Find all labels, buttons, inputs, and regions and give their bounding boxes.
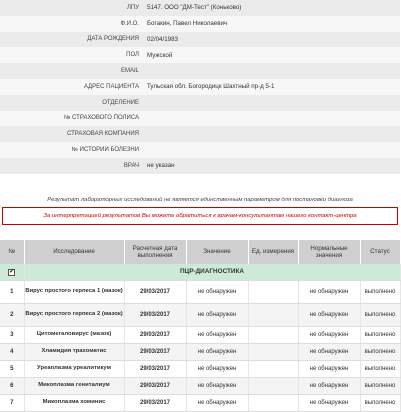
info-row-history [0, 142, 400, 158]
table-row [0, 326, 400, 343]
info-value: Богакин, Павел Николаевич [147, 20, 228, 28]
section-checkbox[interactable]: ✔ [9, 268, 15, 275]
row-num: 3 [0, 326, 24, 343]
col-header-value: Значение [186, 240, 248, 264]
row-study: Цитомегаловирус (мазок) [24, 326, 124, 343]
row-value: не обнаружен [186, 303, 248, 326]
row-value: не обнаружен [186, 360, 248, 377]
row-num: 1 [0, 280, 24, 303]
section-checkbox-cell[interactable] [0, 264, 24, 280]
info-value: 5147. ООО "ДМ-Тест" (Коньково) [147, 4, 242, 12]
info-label: ПОЛ [126, 52, 139, 59]
row-study: Хламидия трахоматис [24, 343, 124, 360]
row-unit [248, 394, 298, 411]
col-header-date: Расчетная дата выполнения [124, 240, 186, 264]
info-label: ЛПУ [126, 4, 139, 11]
row-normal: не обнаружен [298, 343, 360, 360]
row-study: Вирус простого герпеса 1 (мазок) [24, 280, 124, 303]
info-row-birthdate [0, 32, 400, 48]
row-study: Вирус простого герпеса 2 (мазок) [24, 303, 124, 326]
row-status: выполнено [360, 360, 400, 377]
info-row-fio [0, 16, 400, 32]
info-row-address [0, 79, 400, 95]
table-row [0, 303, 400, 326]
row-date: 29/03/2017 [124, 303, 186, 326]
row-value: не обнаружен [186, 326, 248, 343]
row-value: не обнаружен [186, 377, 248, 394]
row-date: 29/03/2017 [124, 377, 186, 394]
info-label: АДРЕС ПАЦИЕНТА [83, 83, 139, 90]
info-label: ДАТА РОЖДЕНИЯ [87, 36, 139, 43]
row-study: Уреаплазма уреалитикум [24, 360, 124, 377]
info-label: СТРАХОВАЯ КОМПАНИЯ [66, 131, 139, 138]
section-row [0, 264, 400, 280]
table-row [0, 394, 400, 411]
table-row [0, 280, 400, 303]
section-title: ПЦР-ДИАГНОСТИКА [24, 264, 400, 280]
table-row [0, 343, 400, 360]
row-date: 29/03/2017 [124, 343, 186, 360]
row-date: 29/03/2017 [124, 326, 186, 343]
row-num: 4 [0, 343, 24, 360]
col-header-num: № [0, 240, 24, 264]
row-normal: не обнаружен [298, 360, 360, 377]
info-value: 02/04/1983 [147, 35, 178, 43]
row-status: выполнено [360, 280, 400, 303]
row-num: 6 [0, 377, 24, 394]
info-label: EMAIL [120, 68, 139, 75]
info-label: ОТДЕЛЕНИЕ [102, 99, 139, 106]
row-value: не обнаружен [186, 280, 248, 303]
row-status: выполнено [360, 377, 400, 394]
row-unit [248, 360, 298, 377]
row-unit [248, 377, 298, 394]
info-label: № ИСТОРИИ БОЛЕЗНИ [71, 147, 139, 154]
row-normal: не обнаружен [298, 303, 360, 326]
results-table [0, 240, 401, 412]
row-date: 29/03/2017 [124, 360, 186, 377]
info-row-department [0, 95, 400, 111]
disclaimer-note: Результат лабораторных исследований не является единственным параметром для постановки диагноза [47, 197, 353, 203]
row-study: Микоплазма хоминис [24, 394, 124, 411]
info-label: № СТРАХОВОГО ПОЛИСА [63, 115, 139, 122]
row-num: 2 [0, 303, 24, 326]
info-row-insurer [0, 126, 400, 142]
row-normal: не обнаружен [298, 394, 360, 411]
table-header-row [0, 240, 400, 264]
row-status: выполнено [360, 394, 400, 411]
col-header-study: Исследование [24, 240, 124, 264]
row-study: Микоплазма гениталиум [24, 377, 124, 394]
row-unit [248, 303, 298, 326]
table-row [0, 377, 400, 394]
table-row [0, 360, 400, 377]
patient-info-panel [0, 0, 400, 174]
row-value: не обнаружен [186, 343, 248, 360]
info-value: не указан [147, 162, 175, 170]
row-status: выполнено [360, 326, 400, 343]
row-normal: не обнаружен [298, 280, 360, 303]
info-row-policy [0, 111, 400, 127]
row-status: выполнено [360, 303, 400, 326]
row-value: не обнаружен [186, 394, 248, 411]
row-normal: не обнаружен [298, 377, 360, 394]
col-header-unit: Ед. измерения [248, 240, 298, 264]
info-row-lpu [0, 0, 400, 16]
col-header-normal: Нормальные значения [298, 240, 360, 264]
row-date: 29/03/2017 [124, 280, 186, 303]
info-row-email [0, 63, 400, 79]
info-row-sex [0, 47, 400, 63]
row-date: 29/03/2017 [124, 394, 186, 411]
row-num: 5 [0, 360, 24, 377]
info-row-doctor [0, 158, 400, 174]
info-label: Ф.И.О. [120, 20, 139, 27]
col-header-status: Статус [360, 240, 400, 264]
row-normal: не обнаружен [298, 326, 360, 343]
row-num: 7 [0, 394, 24, 411]
info-value: Мужской [147, 51, 173, 59]
contact-center-warning: За интерпретацией результатов Вы можете обратиться к врачам-консультантам нашего контакт-центра [2, 207, 398, 225]
row-unit [248, 326, 298, 343]
row-unit [248, 343, 298, 360]
info-label: ВРАЧ [123, 162, 139, 169]
info-value: Тульская обл. Богородицк Шахтный пр-д 5-1 [147, 83, 275, 91]
row-status: выполнено [360, 343, 400, 360]
row-unit [248, 280, 298, 303]
